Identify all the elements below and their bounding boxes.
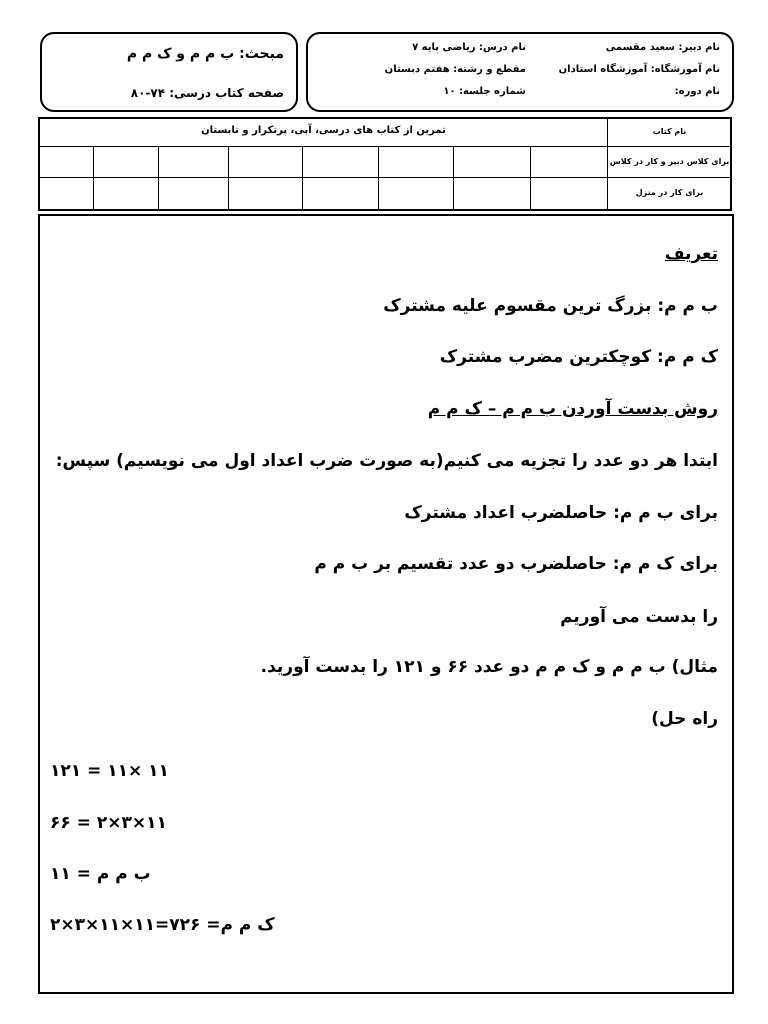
- row-class-label: برای کلاس دبیر و کار در کلاس: [609, 157, 730, 166]
- pages-label: صفحه کتاب درسی: ۷۴-۸۰: [130, 86, 284, 100]
- example-question: مثال) ب م م و ک م م دو عدد ۶۶ و ۱۲۱ را بدست آورید.: [260, 657, 718, 677]
- info-box: [306, 32, 734, 112]
- row-home-label: برای کار در منزل: [635, 188, 704, 197]
- equation-121: ۱۲۱ = ۱۱× ۱۱: [50, 761, 169, 781]
- lcm-definition: ک م م: کوچکترین مضرب مشترک: [439, 347, 718, 367]
- equation-lcm: ۲×۳×۱۱×۱۱=۷۲۶ =ک م م: [50, 915, 275, 935]
- lesson-name: نام درس: ریاضی پایه ۷: [412, 42, 526, 53]
- solution-label: راه حل): [651, 709, 718, 729]
- equation-gcd: ۱۱ = ب م م: [50, 864, 151, 884]
- gcd-definition: ب م م: بزرگ ترین مقسوم علیه مشترک: [383, 296, 718, 316]
- method-step-1: ابتدا هر دو عدد را تجزیه می کنیم(به صورت ضرب اعداد اول می نویسیم) سپس:: [55, 451, 718, 471]
- session-number: شماره جلسه: ۱۰: [443, 86, 526, 97]
- grade-field: مقطع و رشته: هفتم دبستان: [384, 64, 526, 75]
- lesson-content: [38, 214, 734, 994]
- method-title: روش بدست آوردن ب م م – ک م م: [427, 399, 718, 419]
- method-step-gcd: برای ب م م: حاصلضرب اعداد مشترک: [404, 503, 718, 523]
- topic-box: [40, 32, 298, 112]
- book-label: نام کتاب: [652, 127, 687, 136]
- equation-66: ۶۶ = ۲×۳×۱۱: [50, 813, 167, 833]
- course-name: نام دوره:: [674, 86, 720, 97]
- method-step-end: را بدست می آوریم: [560, 607, 718, 627]
- topic-label: مبحث: ب م م و ک م م: [126, 46, 284, 62]
- teacher-name: نام دبیر: سعید مقسمی: [605, 42, 720, 53]
- table-title: تمرین از کتاب های درسی، آبی، پرتکرار و تابستان: [201, 125, 446, 136]
- school-name: نام آموزشگاه: آموزشگاه استادان: [558, 64, 720, 75]
- exercise-table: [38, 117, 732, 211]
- method-step-lcm: برای ک م م: حاصلضرب دو عدد تقسیم بر ب م م: [314, 554, 718, 574]
- definition-title: تعریف: [664, 244, 718, 264]
